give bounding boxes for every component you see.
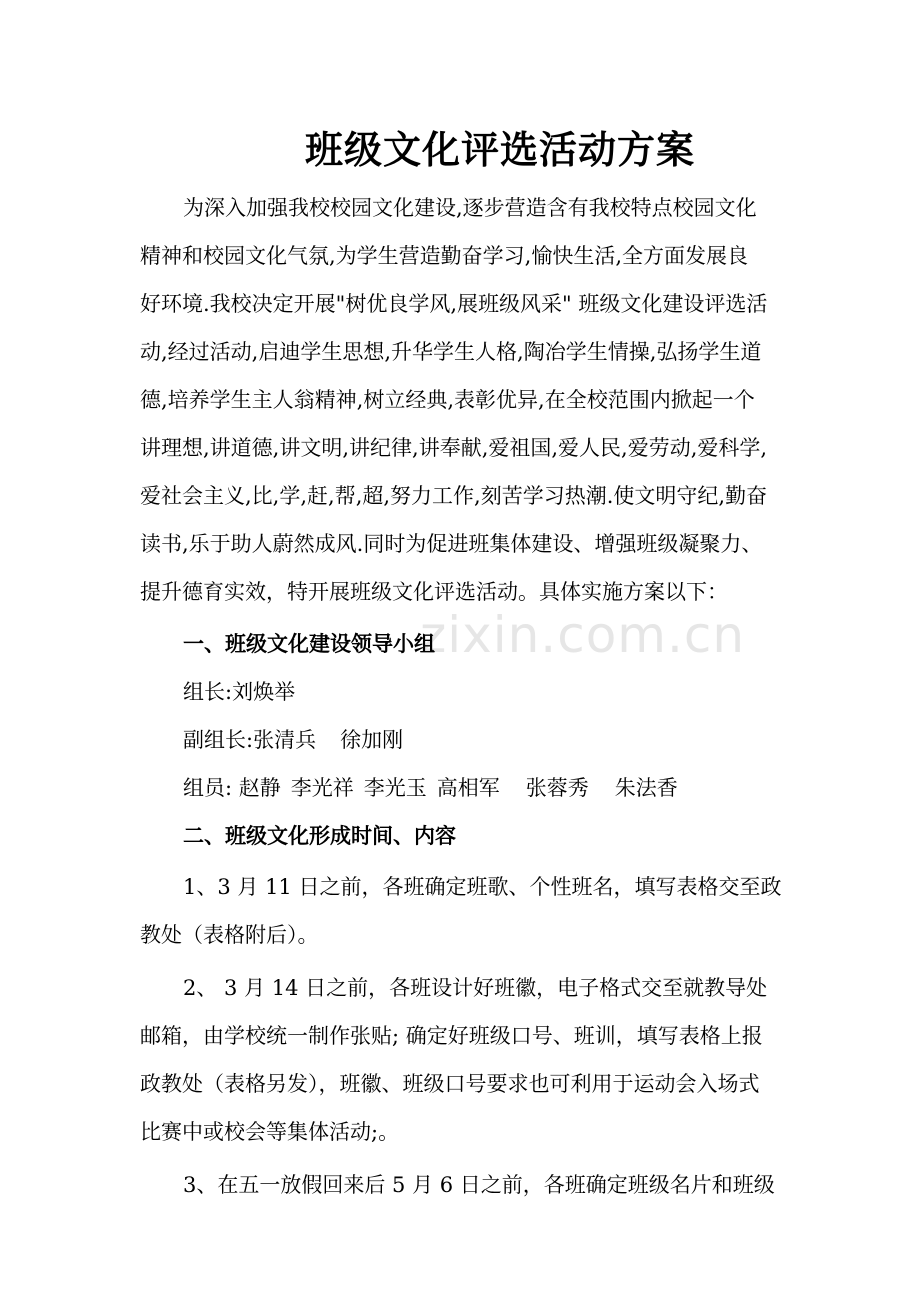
item-2-line: 2、 3 月 14 日之前，各班设计好班徽，电子格式交至就教导处: [183, 976, 768, 1000]
leader-line: 组长:刘焕举: [183, 680, 296, 704]
item-3-line: 3、在五一放假回来后 5 月 6 日之前，各班确定班级名片和班级: [183, 1173, 775, 1197]
members-line: [140, 764, 788, 812]
members-label: 组员:: [183, 776, 233, 800]
intro-line: 爱社会主义,比,学,赶,帮,超,努力工作,刻苦学习热潮.使文明守纪,勤奋: [140, 484, 768, 508]
section-2: [140, 812, 788, 1209]
member-name: 李光玉: [363, 776, 427, 800]
section-1-heading: 一、班级文化建设领导小组: [183, 631, 435, 656]
intro-line: 提升德育实效，特开展班级文化评选活动。具体实施方案以下：: [140, 580, 728, 604]
watermark-text: zixin.com.cn: [420, 606, 746, 664]
item-2-line: 邮箱，由学校统一制作张贴; 确定好班级口号、班训，填写表格上报: [140, 1024, 763, 1048]
intro-line: 精神和校园文化气氛,为学生营造勤奋学习,愉快生活,全方面发展良: [140, 244, 749, 268]
section-1: [140, 620, 788, 812]
member-name: 赵静: [238, 776, 281, 800]
item-2-line: 政教处（表格另发），班徽、班级口号要求也可利用于运动会入场式: [140, 1072, 760, 1096]
intro-line: 好环境.我校决定开展"树优良学风,展班级风采" 班级文化建设评选活: [140, 292, 768, 316]
member-name: 李光祥: [290, 776, 354, 800]
vice-leader: 副组长:张清兵: [183, 728, 317, 752]
document-title: 班级文化评选活动方案: [304, 127, 695, 172]
section-2-heading: 二、班级文化形成时间、内容: [183, 823, 456, 848]
item-1-line: 1、3 月 11 日之前，各班确定班歌、个性班名，填写表格交至政: [183, 875, 782, 899]
intro-line: 动,经过活动,启迪学生思想,升华学生人格,陶冶学生情操,弘扬学生道: [140, 340, 762, 364]
member-name: 高相军: [436, 776, 500, 800]
member-name: 朱法香: [614, 776, 678, 800]
intro-line: 德,培养学生主人翁精神,树立经典,表彰优异,在全校范围内掀起一个: [140, 388, 755, 412]
intro-line: 为深入加强我校校园文化建设,逐步营造含有我校特点校园文化: [183, 196, 757, 220]
intro-line: 讲理想,讲道德,讲文明,讲纪律,讲奉献,爱祖国,爱人民,爱劳动,爱科学,: [140, 436, 768, 460]
vice-leader-line: [140, 716, 788, 764]
member-name: 张蓉秀: [525, 776, 589, 800]
vice-leader-2: 徐加刚: [340, 728, 404, 752]
intro-line: 读书,乐于助人蔚然成风.同时为促进班集体建设、增强班级凝聚力、: [140, 532, 763, 556]
item-2-line: 比赛中或校会等集体活动;。: [140, 1120, 400, 1144]
item-1-line: 教处（表格附后）。: [140, 923, 319, 947]
intro-paragraph: [140, 184, 788, 616]
